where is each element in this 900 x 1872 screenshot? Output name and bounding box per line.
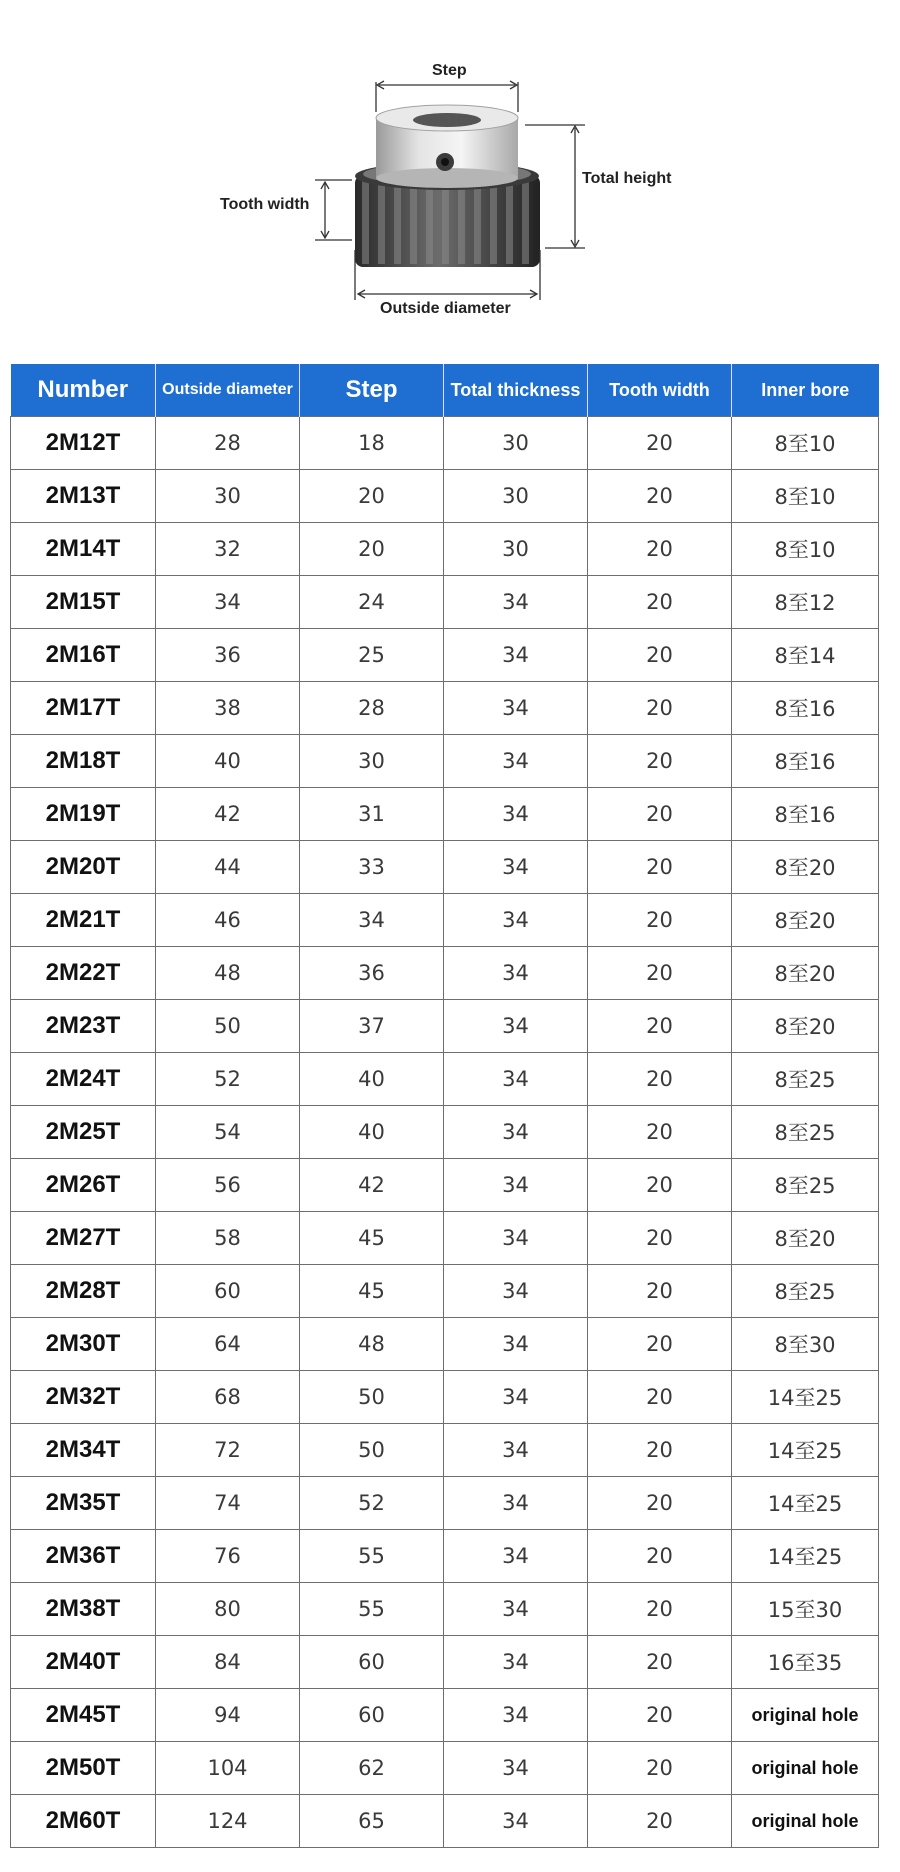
table-row: [11, 1530, 879, 1583]
outside-diameter-cell: 64: [156, 1318, 300, 1371]
tooth-width-cell: 20: [588, 470, 732, 523]
total-thickness-cell: 34: [444, 1477, 588, 1530]
table-row: [11, 841, 879, 894]
tooth-width-cell: 20: [588, 629, 732, 682]
number-cell: 2M18T: [11, 735, 156, 788]
gear-hub: [376, 105, 518, 188]
table-row: [11, 1106, 879, 1159]
tooth-width-cell: 20: [588, 841, 732, 894]
table-row: [11, 1371, 879, 1424]
inner-bore-cell: 8至25: [732, 1053, 879, 1106]
tooth-width-cell: 20: [588, 1212, 732, 1265]
tooth-width-cell: 20: [588, 1583, 732, 1636]
tooth-width-cell: 20: [588, 1318, 732, 1371]
gear-spec-table: [10, 364, 879, 1848]
outside-diameter-cell: 60: [156, 1265, 300, 1318]
step-cell: 36: [300, 947, 444, 1000]
step-cell: 30: [300, 735, 444, 788]
table-row: [11, 894, 879, 947]
outside-diameter-cell: 124: [156, 1795, 300, 1848]
step-cell: 20: [300, 523, 444, 576]
number-cell: 2M25T: [11, 1106, 156, 1159]
tooth-width-cell: 20: [588, 1477, 732, 1530]
inner-bore-cell: 8至25: [732, 1265, 879, 1318]
header-step: Step: [300, 364, 444, 417]
outside-diameter-cell: 50: [156, 1000, 300, 1053]
number-cell: 2M13T: [11, 470, 156, 523]
step-cell: 55: [300, 1583, 444, 1636]
step-cell: 50: [300, 1371, 444, 1424]
inner-bore-cell: 8至16: [732, 735, 879, 788]
total-thickness-cell: 34: [444, 682, 588, 735]
total-thickness-cell: 34: [444, 1106, 588, 1159]
header-number: Number: [11, 364, 156, 417]
total-thickness-cell: 34: [444, 1583, 588, 1636]
table-row: [11, 470, 879, 523]
total-thickness-cell: 34: [444, 1159, 588, 1212]
outside-diameter-cell: 36: [156, 629, 300, 682]
tooth-width-cell: 20: [588, 576, 732, 629]
number-cell: 2M12T: [11, 417, 156, 470]
step-cell: 45: [300, 1265, 444, 1318]
step-cell: 40: [300, 1053, 444, 1106]
inner-bore-cell: 8至20: [732, 841, 879, 894]
inner-bore-cell: 8至20: [732, 947, 879, 1000]
table-row: [11, 1636, 879, 1689]
total-thickness-cell: 34: [444, 1053, 588, 1106]
table-row: [11, 523, 879, 576]
total-thickness-cell: 34: [444, 1212, 588, 1265]
table-row: [11, 1689, 879, 1742]
table-row: [11, 1318, 879, 1371]
table-row: [11, 1000, 879, 1053]
tooth-width-cell: 20: [588, 1424, 732, 1477]
step-cell: 31: [300, 788, 444, 841]
outside-diameter-cell: 80: [156, 1583, 300, 1636]
inner-bore-cell: original hole: [732, 1689, 879, 1742]
number-cell: 2M15T: [11, 576, 156, 629]
tooth-width-cell: 20: [588, 1530, 732, 1583]
total-thickness-cell: 30: [444, 523, 588, 576]
tooth-width-cell: 20: [588, 1636, 732, 1689]
step-cell: 45: [300, 1212, 444, 1265]
inner-bore-cell: 8至20: [732, 894, 879, 947]
number-cell: 2M21T: [11, 894, 156, 947]
inner-bore-cell: 14至25: [732, 1424, 879, 1477]
number-cell: 2M22T: [11, 947, 156, 1000]
tooth-width-cell: 20: [588, 1265, 732, 1318]
total-thickness-cell: 34: [444, 1742, 588, 1795]
outside-diameter-cell: 76: [156, 1530, 300, 1583]
tooth-width-cell: 20: [588, 894, 732, 947]
inner-bore-cell: 8至16: [732, 788, 879, 841]
number-cell: 2M23T: [11, 1000, 156, 1053]
tooth-width-cell: 20: [588, 788, 732, 841]
inner-bore-cell: 14至25: [732, 1477, 879, 1530]
inner-bore-cell: 14至25: [732, 1371, 879, 1424]
table-row: [11, 1742, 879, 1795]
step-cell: 33: [300, 841, 444, 894]
outside-diameter-cell: 58: [156, 1212, 300, 1265]
spur-gear-image: [0, 0, 900, 340]
total-thickness-cell: 34: [444, 841, 588, 894]
number-cell: 2M50T: [11, 1742, 156, 1795]
total-thickness-cell: 34: [444, 1689, 588, 1742]
total-thickness-cell: 30: [444, 470, 588, 523]
tooth-width-cell: 20: [588, 1159, 732, 1212]
step-cell: 62: [300, 1742, 444, 1795]
tooth-width-cell: 20: [588, 947, 732, 1000]
total-thickness-cell: 34: [444, 1318, 588, 1371]
table-row: [11, 1424, 879, 1477]
step-cell: 24: [300, 576, 444, 629]
inner-bore-cell: 8至10: [732, 523, 879, 576]
table-row: [11, 1583, 879, 1636]
inner-bore-cell: 8至14: [732, 629, 879, 682]
total-thickness-cell: 34: [444, 1265, 588, 1318]
table-row: [11, 576, 879, 629]
inner-bore-cell: 8至25: [732, 1106, 879, 1159]
step-cell: 40: [300, 1106, 444, 1159]
number-cell: 2M40T: [11, 1636, 156, 1689]
outside-diameter-cell: 30: [156, 470, 300, 523]
table-row: [11, 682, 879, 735]
outside-diameter-cell: 54: [156, 1106, 300, 1159]
step-cell: 48: [300, 1318, 444, 1371]
number-cell: 2M36T: [11, 1530, 156, 1583]
table-header-row: [11, 364, 879, 417]
outside-diameter-cell: 52: [156, 1053, 300, 1106]
tooth-width-cell: 20: [588, 735, 732, 788]
step-cell: 37: [300, 1000, 444, 1053]
tooth-width-label: Tooth width: [220, 196, 310, 213]
outside-diameter-cell: 68: [156, 1371, 300, 1424]
inner-bore-cell: 15至30: [732, 1583, 879, 1636]
total-thickness-cell: 34: [444, 735, 588, 788]
outside-diameter-cell: 42: [156, 788, 300, 841]
table-row: [11, 1477, 879, 1530]
total-thickness-cell: 34: [444, 1795, 588, 1848]
number-cell: 2M24T: [11, 1053, 156, 1106]
table-row: [11, 788, 879, 841]
number-cell: 2M16T: [11, 629, 156, 682]
tooth-width-cell: 20: [588, 1742, 732, 1795]
number-cell: 2M32T: [11, 1371, 156, 1424]
number-cell: 2M45T: [11, 1689, 156, 1742]
total-thickness-cell: 34: [444, 894, 588, 947]
outside-diameter-cell: 94: [156, 1689, 300, 1742]
outside-diameter-cell: 46: [156, 894, 300, 947]
tooth-width-cell: 20: [588, 1106, 732, 1159]
number-cell: 2M60T: [11, 1795, 156, 1848]
total-height-label: Total height: [582, 170, 672, 187]
number-cell: 2M30T: [11, 1318, 156, 1371]
tooth-width-cell: 20: [588, 523, 732, 576]
gear-diagram: [0, 0, 900, 340]
outside-diameter-cell: 38: [156, 682, 300, 735]
step-cell: 34: [300, 894, 444, 947]
tooth-width-cell: 20: [588, 1689, 732, 1742]
table-row: [11, 735, 879, 788]
inner-bore-cell: 8至30: [732, 1318, 879, 1371]
inner-bore-cell: original hole: [732, 1742, 879, 1795]
total-thickness-cell: 34: [444, 576, 588, 629]
outside-diameter-cell: 34: [156, 576, 300, 629]
step-cell: 20: [300, 470, 444, 523]
number-cell: 2M27T: [11, 1212, 156, 1265]
step-cell: 52: [300, 1477, 444, 1530]
number-cell: 2M26T: [11, 1159, 156, 1212]
table-row: [11, 1159, 879, 1212]
header-total-thickness: Total thickness: [444, 364, 588, 417]
header-inner-bore: Inner bore: [732, 364, 879, 417]
total-thickness-cell: 34: [444, 1424, 588, 1477]
inner-bore-cell: 8至25: [732, 1159, 879, 1212]
outside-diameter-cell: 72: [156, 1424, 300, 1477]
inner-bore-cell: original hole: [732, 1795, 879, 1848]
tooth-width-cell: 20: [588, 1053, 732, 1106]
outside-diameter-cell: 74: [156, 1477, 300, 1530]
total-thickness-cell: 34: [444, 1000, 588, 1053]
outside-diameter-cell: 104: [156, 1742, 300, 1795]
step-cell: 28: [300, 682, 444, 735]
number-cell: 2M19T: [11, 788, 156, 841]
step-cell: 42: [300, 1159, 444, 1212]
outside-diameter-cell: 32: [156, 523, 300, 576]
step-cell: 18: [300, 417, 444, 470]
table-row: [11, 629, 879, 682]
table-row: [11, 1265, 879, 1318]
inner-bore-cell: 14至25: [732, 1530, 879, 1583]
number-cell: 2M38T: [11, 1583, 156, 1636]
inner-bore-cell: 8至16: [732, 682, 879, 735]
total-thickness-cell: 34: [444, 629, 588, 682]
tooth-width-cell: 20: [588, 1371, 732, 1424]
inner-bore-cell: 8至20: [732, 1212, 879, 1265]
total-thickness-cell: 34: [444, 947, 588, 1000]
outside-diameter-label: Outside diameter: [380, 300, 511, 317]
inner-bore-cell: 8至10: [732, 470, 879, 523]
total-thickness-cell: 34: [444, 788, 588, 841]
table-row: [11, 1795, 879, 1848]
step-cell: 60: [300, 1689, 444, 1742]
inner-bore-cell: 8至20: [732, 1000, 879, 1053]
outside-diameter-cell: 40: [156, 735, 300, 788]
number-cell: 2M35T: [11, 1477, 156, 1530]
outside-diameter-cell: 56: [156, 1159, 300, 1212]
tooth-width-cell: 20: [588, 1795, 732, 1848]
step-label: Step: [432, 62, 467, 79]
step-cell: 60: [300, 1636, 444, 1689]
tooth-width-cell: 20: [588, 682, 732, 735]
table-row: [11, 417, 879, 470]
number-cell: 2M28T: [11, 1265, 156, 1318]
number-cell: 2M20T: [11, 841, 156, 894]
step-cell: 25: [300, 629, 444, 682]
outside-diameter-cell: 84: [156, 1636, 300, 1689]
inner-bore-cell: 8至12: [732, 576, 879, 629]
tooth-width-cell: 20: [588, 1000, 732, 1053]
total-thickness-cell: 34: [444, 1636, 588, 1689]
header-outside-diameter: Outside diameter: [156, 364, 300, 417]
total-thickness-cell: 30: [444, 417, 588, 470]
table-row: [11, 947, 879, 1000]
total-thickness-cell: 34: [444, 1530, 588, 1583]
outside-diameter-cell: 44: [156, 841, 300, 894]
outside-diameter-cell: 48: [156, 947, 300, 1000]
header-tooth-width: Tooth width: [588, 364, 732, 417]
tooth-width-dimension: [315, 180, 352, 240]
table-row: [11, 1212, 879, 1265]
tooth-width-cell: 20: [588, 417, 732, 470]
number-cell: 2M17T: [11, 682, 156, 735]
step-cell: 50: [300, 1424, 444, 1477]
total-thickness-cell: 34: [444, 1371, 588, 1424]
inner-bore-cell: 8至10: [732, 417, 879, 470]
number-cell: 2M14T: [11, 523, 156, 576]
inner-bore-cell: 16至35: [732, 1636, 879, 1689]
table-row: [11, 1053, 879, 1106]
step-cell: 55: [300, 1530, 444, 1583]
number-cell: 2M34T: [11, 1424, 156, 1477]
outside-diameter-cell: 28: [156, 417, 300, 470]
step-cell: 65: [300, 1795, 444, 1848]
